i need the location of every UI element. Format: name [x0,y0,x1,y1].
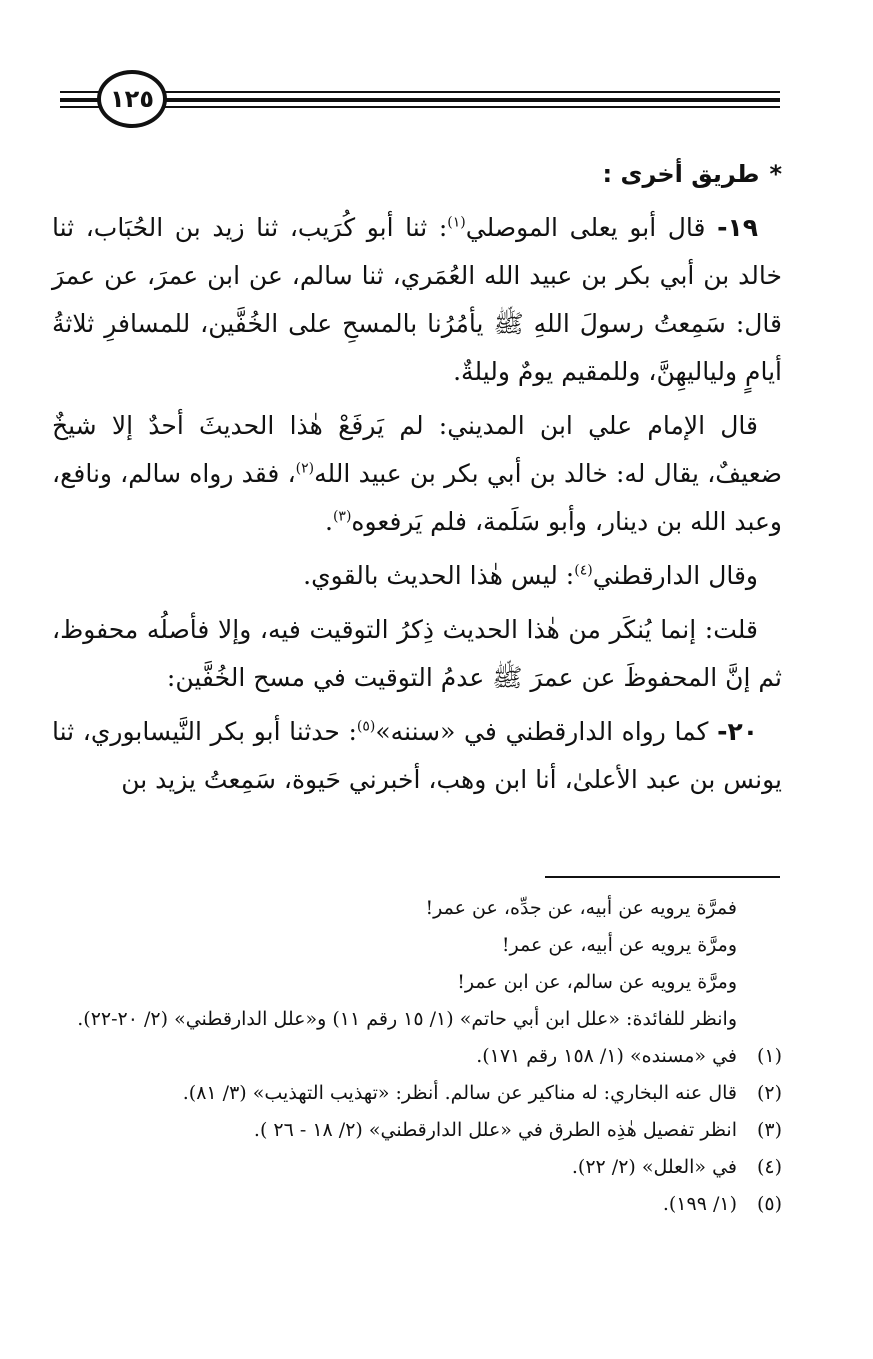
section-heading [52,150,782,198]
footnote-ref-2[interactable]: (٢) [295,460,315,477]
footnote-number: (٣) [756,1119,782,1141]
footnote-continuation-line: ومرَّة يرويه عن سالم، عن ابن عمر! [457,971,737,993]
footnote-continuation-line: فمرَّة يرويه عن أبيه، عن جدِّه، عن عمر! [425,897,737,919]
footnote-text: في «مسنده» (١/ ١٥٨ رقم ١٧١). [476,1045,737,1067]
footnote-ref-4[interactable]: (٤) [574,562,593,579]
hadith-number-19: ١٩- [717,213,758,242]
paragraph-qultu-text: قلت: إنما يُنكَر من هٰذا الحديث ذِكرُ التوقيت فيه، وإلا فأصلُه محفوظ، ثم إنَّ المحفوظَ عن عمرَ ﷺ عدمُ التوقيت في مسح الخُفَّين: [52,615,782,692]
paragraph-19 [52,204,782,396]
paragraph-ibn-madini [52,402,782,546]
header-rule-bottom [60,106,780,108]
footnote-item-4 [50,1149,782,1186]
footnote-continuation-line: وانظر للفائدة: «علل ابن أبي حاتم» (١/ ١٥ رقم ١١) و«علل الدارقطني» (٢/ ٢٠-٢٢). [77,1008,737,1030]
paragraph-19-text-a: قال أبو يعلى الموصلي [465,213,718,242]
footnotes [50,890,782,1223]
footnote-text: انظر تفصيل هٰذِه الطرق في «علل الدارقطني» (٢/ ١٨ - ٢٦ ). [253,1119,737,1141]
footnote-number: (٤) [756,1156,782,1178]
footnote-number: (٢) [756,1082,782,1104]
main-text [52,150,782,810]
footnote-continuation-line: ومرَّة يرويه عن أبيه، عن عمر! [501,934,737,956]
footnote-number: (٥) [756,1193,782,1215]
page-number-badge [97,70,167,128]
footnote-text: في «العلل» (٢/ ٢٢). [571,1156,737,1178]
footnote-item-2 [50,1075,782,1112]
header-rule-top [60,91,780,93]
paragraph-20-text-b: : حدثنا أبو بكر النَّيسابوري، ثنا يونس بن عبد الأعلىٰ، أنا ابن وهب، أخبرني حَيوة، سَمِعتُ يزيد بن [52,717,782,794]
footnote-text: (١/ ١٩٩). [662,1193,737,1215]
footnote-text: قال عنه البخاري: له مناكير عن سالم. أنظر: «تهذيب التهذيب» (٣/ ٨١). [182,1082,737,1104]
page-number: ١٢٥ [110,85,154,113]
footnote-ref-3[interactable]: (٣) [332,508,352,525]
star-icon: * [769,160,782,188]
paragraph-daraqutni-text-b: : ليس هٰذا الحديث بالقوي. [303,561,575,590]
paragraph-20 [52,708,782,804]
paragraph-ibn-madini-text-b: ، فقد رواه سالم، ونافع، وعبد الله بن دينار، وأبو سَلَمة، فلم يَرفعوه [52,459,782,536]
paragraph-daraqutni [52,552,782,600]
footnote-number: (١) [756,1045,782,1067]
footnote-item-1 [50,1038,782,1075]
paragraph-daraqutni-text-a: وقال الدارقطني [592,561,758,590]
paragraph-ibn-madini-text-c: . [324,507,333,536]
section-heading-text: طريق أخرى : [602,160,760,188]
header-rule-thick [60,98,780,102]
paragraph-20-text-a: كما رواه الدارقطني في «سننه» [375,717,718,746]
footnote-item-5 [50,1186,782,1223]
paragraph-19-text-b: : ثنا أبو كُرَيب، ثنا زيد بن الحُبَاب، ثنا خالد بن أبي بكر بن عبيد الله العُمَري، ثنا سالم، عن ابن عمرَ، عن عمرَ قال: سَمِعتُ رسولَ اللهِ ﷺ يأمُرُنا بالمسحِ على الخُفَّين، للمسافرِ ثلاثةُ أيامٍ ولياليهِنَّ، وللمقيم يومٌ وليلةٌ. [52,213,782,386]
paragraph-ibn-madini-text-a: قال الإمام علي ابن المديني: لم يَرفَعْ هٰذا الحديثَ أحدٌ إلا شيخٌ ضعيفٌ، يقال له: خالد بن أبي بكر بن عبيد الله [52,411,782,488]
footnote-ref-1[interactable]: (١) [447,214,466,231]
footnote-separator [545,876,780,878]
footnote-item-3 [50,1112,782,1149]
hadith-number-20: ٢٠- [717,717,758,746]
paragraph-qultu [52,606,782,702]
footnote-ref-5[interactable]: (٥) [356,718,376,735]
